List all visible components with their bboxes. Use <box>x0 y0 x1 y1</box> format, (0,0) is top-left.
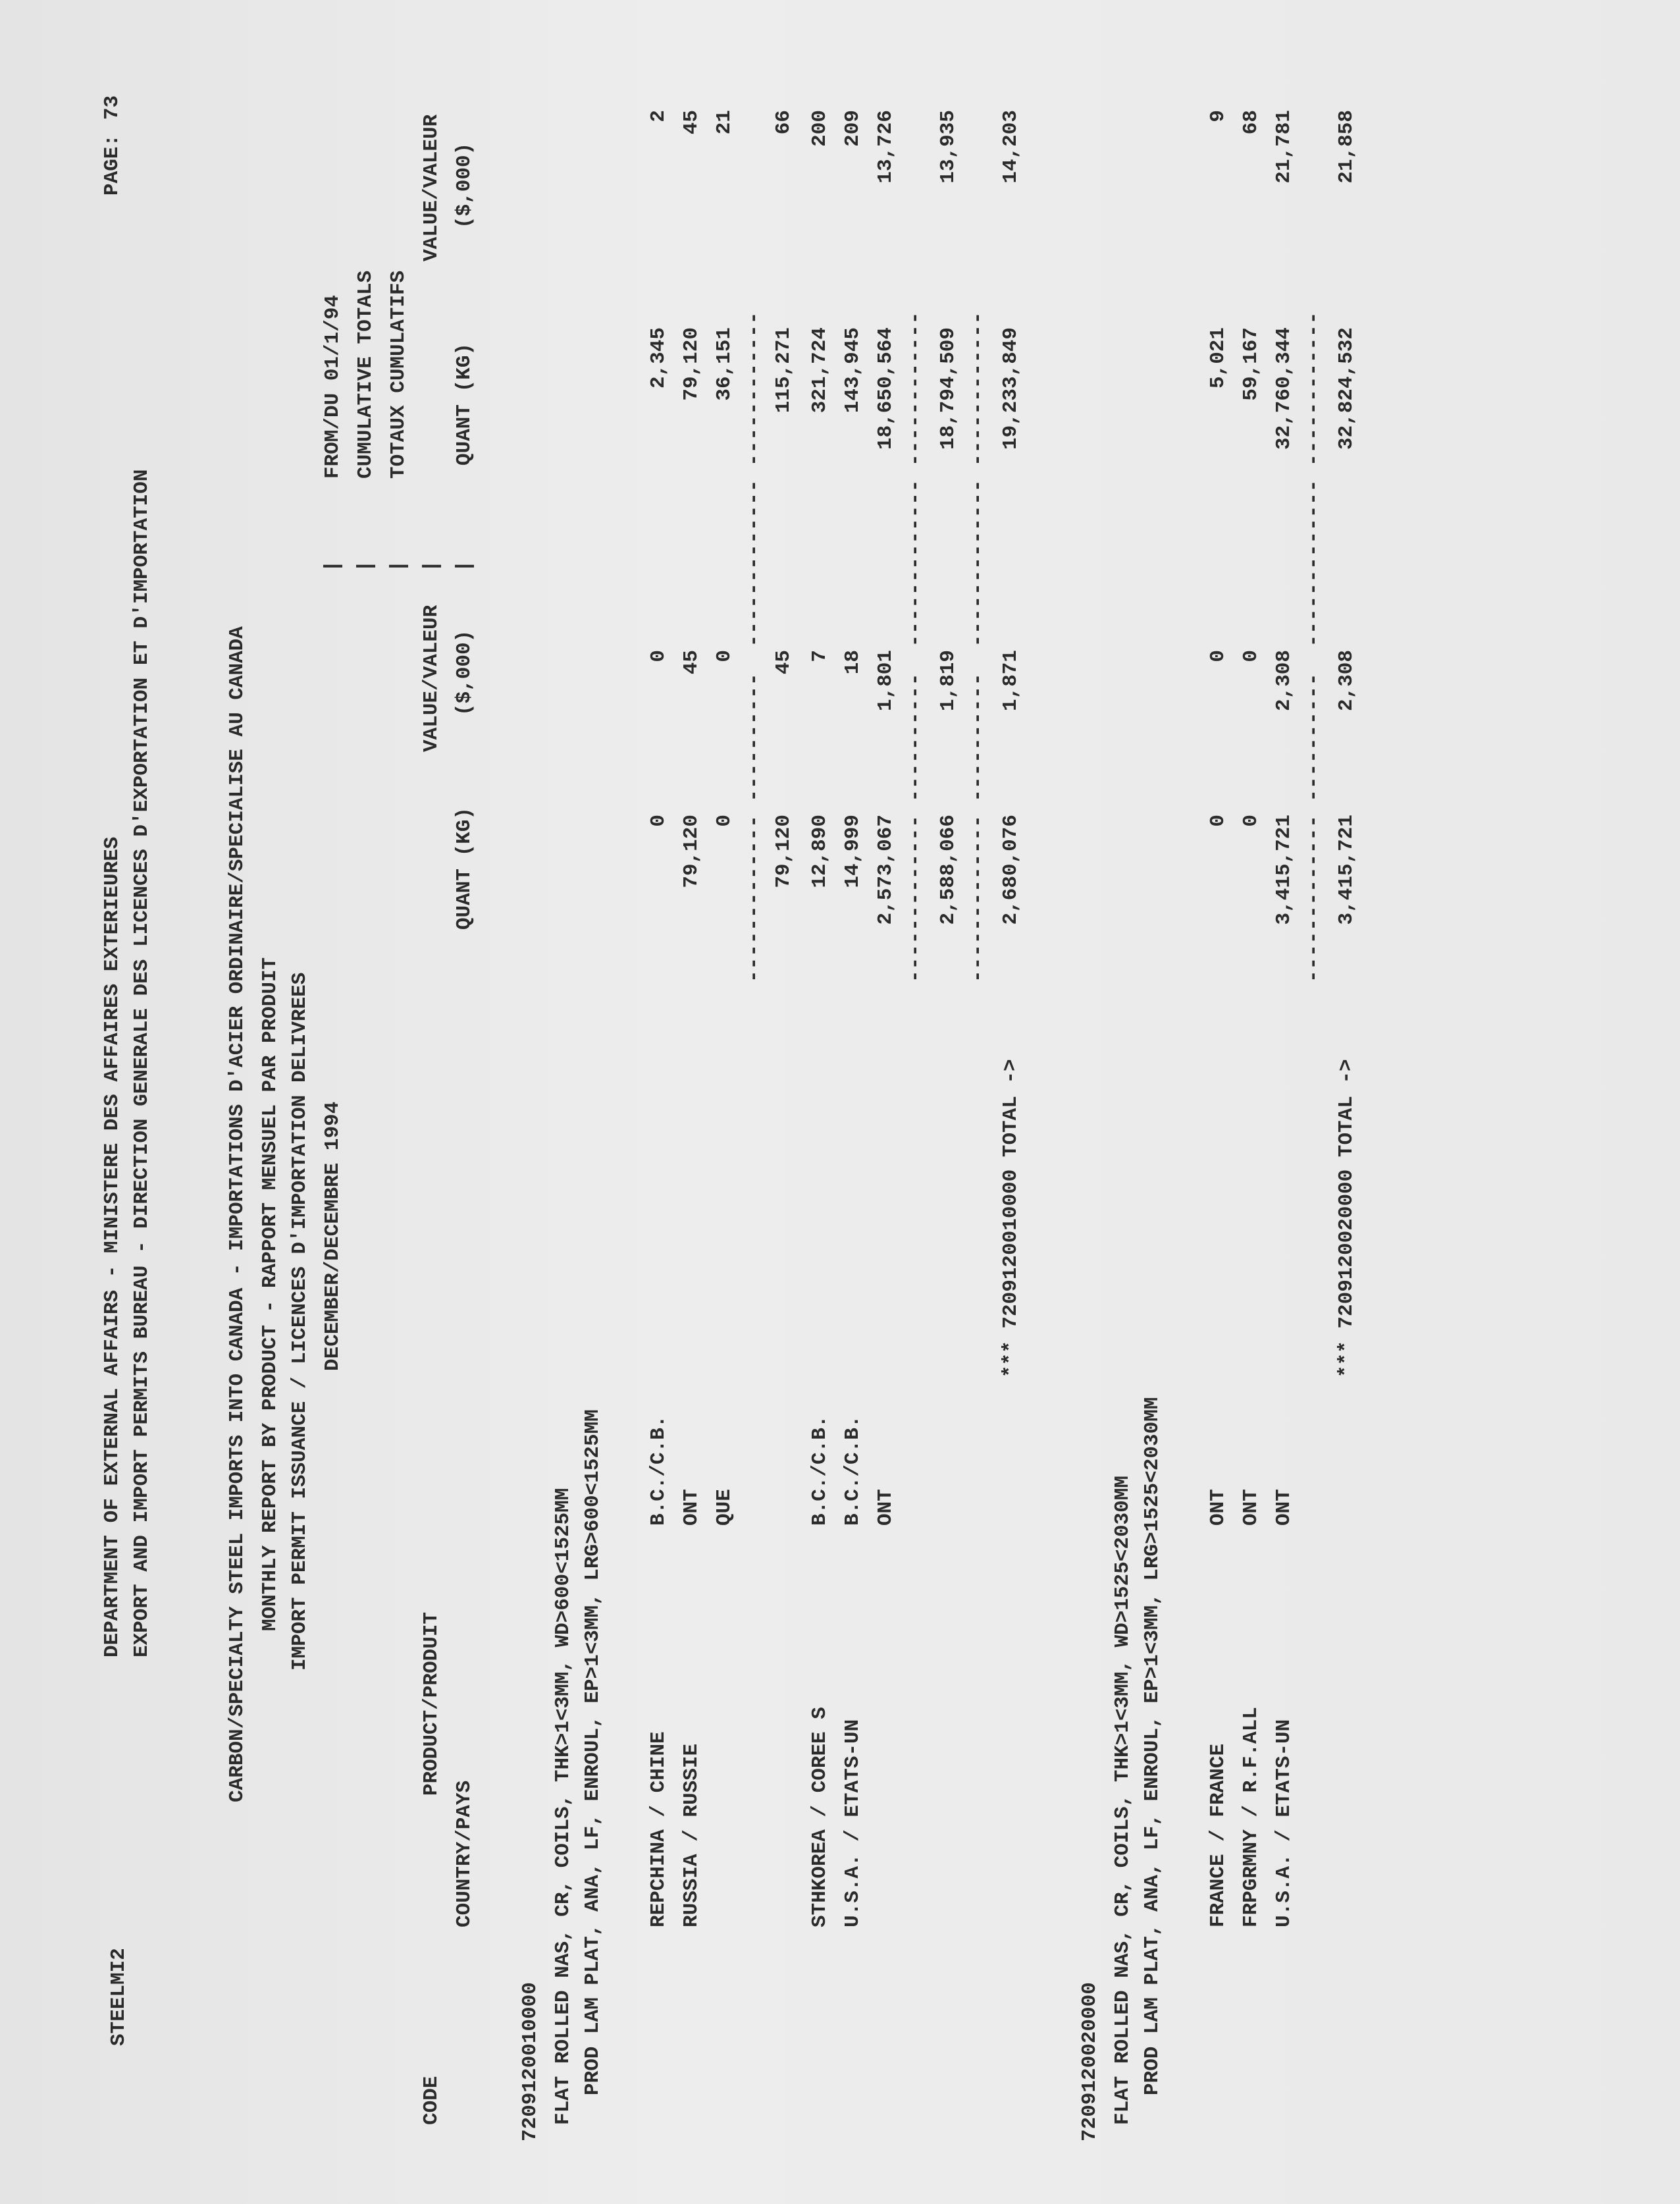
divider-pipe: | <box>387 560 410 572</box>
col-cum-value-unit: ($,000) <box>453 142 476 228</box>
product-code: 7209120020000 <box>1078 1982 1101 2141</box>
row-value: 2,308 <box>1273 650 1296 712</box>
row-province: QUE <box>713 1489 736 1526</box>
row-value: 0 <box>1207 650 1230 662</box>
row-quant: 79,120 <box>680 815 703 888</box>
row-value: 1,801 <box>874 650 897 712</box>
totaux-cumulatifs-label: TOTAUX CUMULATIFS <box>387 270 410 479</box>
subtotal-cum-quant: 18,794,509 <box>937 327 960 450</box>
row-quant: 14,999 <box>841 815 864 888</box>
row-value: 0 <box>647 650 670 662</box>
row-quant: 0 <box>647 815 670 827</box>
total-cum-quant: 19,233,849 <box>999 327 1022 450</box>
row-cum-quant: 5,021 <box>1207 327 1230 389</box>
divider-pipe: | <box>321 560 344 572</box>
total-quant: 2,680,076 <box>999 815 1022 925</box>
row-province: B.C./C.B. <box>647 1415 670 1526</box>
rule-line: ------------- ---------- ------------- ------------ <box>904 311 927 982</box>
subtotal-cum-quant: 115,271 <box>772 327 795 414</box>
row-cum-quant: 321,724 <box>808 327 831 414</box>
report-id: STEELMI2 <box>107 1948 130 2046</box>
section-total-label: *** 7209120020000 TOTAL -> <box>1335 1059 1358 1378</box>
row-country: RUSSIA / RUSSIE <box>680 1743 703 1927</box>
row-cum-value: 21,781 <box>1273 110 1296 184</box>
row-country: REPCHINA / CHINE <box>647 1731 670 1927</box>
divider-pipe: | <box>453 560 476 572</box>
row-quant: 0 <box>713 815 736 827</box>
row-value: 0 <box>713 650 736 662</box>
product-desc-fr: PROD LAM PLAT, ANA, LF, ENROUL, EP>1<3MM, LRG>600<1525MM <box>581 1409 604 2095</box>
row-cum-value: 45 <box>680 110 703 135</box>
rule-line: ------------- ---------- ------------- ------------ <box>1302 311 1325 982</box>
row-country: FRANCE / FRANCE <box>1207 1743 1230 1927</box>
total-cum-value: 21,858 <box>1335 110 1358 184</box>
col-code: CODE <box>420 2076 443 2125</box>
page-label: PAGE: <box>101 134 124 196</box>
row-cum-value: 13,726 <box>874 110 897 184</box>
row-cum-value: 2 <box>647 110 670 122</box>
row-quant: 3,415,721 <box>1273 815 1296 925</box>
row-value: 45 <box>680 650 703 675</box>
row-province: B.C./C.B. <box>841 1415 864 1526</box>
row-value: 7 <box>808 650 831 662</box>
divider-pipe: | <box>420 560 443 572</box>
total-quant: 3,415,721 <box>1335 815 1358 925</box>
col-product: PRODUCT/PRODUIT <box>420 1611 443 1796</box>
row-cum-value: 21 <box>713 110 736 135</box>
total-value: 1,871 <box>999 650 1022 712</box>
row-quant: 0 <box>1207 815 1230 827</box>
report-subtitle: MONTHLY REPORT BY PRODUCT - RAPPORT MENSUEL PAR PRODUIT <box>259 957 282 1631</box>
row-province: ONT <box>1240 1489 1263 1526</box>
rule-line: ------------- ---------- ------------- ------------ <box>743 311 766 982</box>
row-cum-quant: 79,120 <box>680 327 703 401</box>
row-country: U.S.A. / ETATS-UN <box>841 1719 864 1927</box>
row-province: ONT <box>680 1489 703 1526</box>
row-cum-value: 200 <box>808 110 831 147</box>
col-cum-quant: QUANT (KG) <box>453 342 476 466</box>
row-quant: 12,890 <box>808 815 831 888</box>
dept-line1: DEPARTMENT OF EXTERNAL AFFAIRS - MINISTERE DES AFFAIRES EXTERIEURES <box>101 836 124 1657</box>
total-value: 2,308 <box>1335 650 1358 712</box>
subtotal-quant: 79,120 <box>772 815 795 888</box>
report-period: DECEMBER/DECEMBRE 1994 <box>321 1101 344 1371</box>
row-cum-quant: 36,151 <box>713 327 736 401</box>
row-cum-value: 9 <box>1207 110 1230 122</box>
subtotal-value: 45 <box>772 650 795 675</box>
total-cum-value: 14,203 <box>999 110 1022 184</box>
row-province: ONT <box>874 1489 897 1526</box>
subtotal-value: 1,819 <box>937 650 960 712</box>
dept-line2: EXPORT AND IMPORT PERMITS BUREAU - DIRECTION GENERALE DES LICENCES D'EXPORTATION ET D'IMPORTATION <box>130 469 153 1657</box>
page-number: 73 <box>101 95 124 120</box>
row-cum-quant: 2,345 <box>647 327 670 389</box>
report-title: CARBON/SPECIALTY STEEL IMPORTS INTO CANADA - IMPORTATIONS D'ACIER ORDINAIRE/SPECIALISE AU CANADA <box>226 626 249 1802</box>
row-province: B.C./C.B. <box>808 1415 831 1526</box>
row-country: STHKOREA / COREE S <box>808 1707 831 1927</box>
col-value-unit: ($,000) <box>453 630 476 716</box>
subtotal-quant: 2,588,066 <box>937 815 960 925</box>
row-country: FRPGRMNY / R.F.ALL <box>1240 1707 1263 1927</box>
section-total-label: *** 7209120010000 TOTAL -> <box>999 1059 1022 1378</box>
col-value: VALUE/VALEUR <box>420 605 443 752</box>
row-cum-value: 68 <box>1240 110 1263 135</box>
row-quant: 2,573,067 <box>874 815 897 925</box>
subtotal-cum-value: 66 <box>772 110 795 135</box>
row-cum-quant: 143,945 <box>841 327 864 414</box>
from-date: FROM/DU 01/1/94 <box>321 294 344 479</box>
row-quant: 0 <box>1240 815 1263 827</box>
row-province: ONT <box>1273 1489 1296 1526</box>
row-value: 0 <box>1240 650 1263 662</box>
product-desc-en: FLAT ROLLED NAS, CR, COILS, THK>1<3MM, WD>1525<2030MM <box>1111 1476 1134 2125</box>
product-code: 7209120010000 <box>519 1982 542 2141</box>
report-subtitle-permits: IMPORT PERMIT ISSUANCE / LICENCES D'IMPORTATION DELIVREES <box>288 972 311 1671</box>
col-quant: QUANT (KG) <box>453 807 476 930</box>
row-cum-quant: 18,650,564 <box>874 327 897 450</box>
row-country: U.S.A. / ETATS-UN <box>1273 1719 1296 1927</box>
product-desc-en: FLAT ROLLED NAS, CR, COILS, THK>1<3MM, WD>600<1525MM <box>552 1488 575 2125</box>
row-cum-quant: 59,167 <box>1240 327 1263 401</box>
total-cum-quant: 32,824,532 <box>1335 327 1358 450</box>
row-province: ONT <box>1207 1489 1230 1526</box>
col-cum-value: VALUE/VALEUR <box>420 114 443 261</box>
rule-line: ------------- ---------- ------------- ------------ <box>966 311 989 982</box>
divider-pipe: | <box>354 560 377 572</box>
row-cum-quant: 32,760,344 <box>1273 327 1296 450</box>
col-country: COUNTRY/PAYS <box>453 1780 476 1927</box>
row-cum-value: 209 <box>841 110 864 147</box>
row-value: 18 <box>841 650 864 675</box>
cumulative-totals-label: CUMULATIVE TOTALS <box>354 270 377 479</box>
product-desc-fr: PROD LAM PLAT, ANA, LF, ENROUL, EP>1<3MM, LRG>1525<2030MM <box>1141 1397 1164 2095</box>
subtotal-cum-value: 13,935 <box>937 110 960 184</box>
